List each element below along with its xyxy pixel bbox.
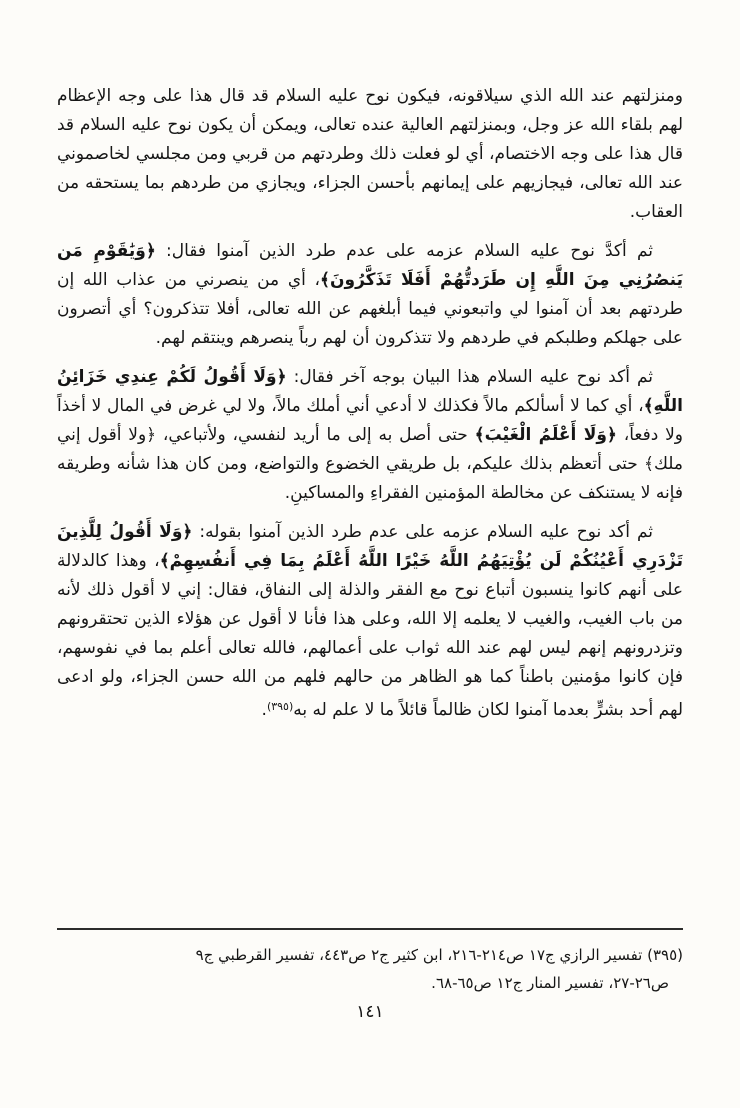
body-text: ، وهذا كالدلالة على أنهم كانوا ينسبون أتباع نوح مع الفقر والذلة إلى النفاق، فقال: إني لا أقول ذلك لأنه من باب الغيب، والغيب لا يعلمه إلا الله، وعلى هذا فأنا لا أقول عن هؤلاء الذين تحتقرونهم وتزدرونهم إنهم ليس لهم عند الله ثواب على أعمالهم، فالله تعالى أعلم بما في نفوسهم، فإن كانوا مؤمنين باطناً كما هو الظاهر من حالهم فلهم من الله حسن الجزاء، ولو ادعى لهم أحد بشرٍّ بعدما آمنوا لكان ظالماً قائلاً ما لا علم له به bbox=[57, 551, 683, 720]
body-text: ، أي كما لا أسألكم مالاً فكذلك لا أدعي أني أملك مالاً، ولا لي غرض في المال لا أخذاً ولا دفعاً، bbox=[57, 396, 684, 445]
body-text: ، أي من ينصرني من عذاب الله إن طردتهم بعد أن آمنوا لي واتبعوني فيما أبلغهم عن الله تعالى، أفلا تتذكرون؟ أي أتصرون على جهلكم وطلبكم في طردهم ولا تتذكرون أن لهم رباً ينصرهم وينتقم لهم. bbox=[57, 270, 683, 348]
page-body bbox=[57, 82, 683, 735]
paragraph bbox=[57, 82, 683, 227]
body-text: ثم أكد نوح عليه السلام عزمه على عدم طرد الذين آمنوا بقوله: bbox=[192, 522, 653, 542]
paragraph bbox=[57, 237, 683, 353]
body-text: حتى أصل به إلى ما أريد لنفسي، ولأتباعي، ﴿ولا أقول إني ملك﴾ حتى أتعظم بذلك عليكم، بل طريقي الخضوع والتواضع، ومن كان هذا شأنه وطريقه فإنه لا يستنكف عن مخالطة المؤمنين الفقراءِ والمساكينِ. bbox=[57, 425, 683, 503]
quran-quote: ﴿وَلَا أَعْلَمُ الْغَيْبَ﴾ bbox=[474, 425, 617, 445]
quran-quote: ﴿وَلَا أَقُولُ لَكُمْ عِندِي خَزَائِنُ اللَّهِ﴾ bbox=[57, 367, 683, 416]
body-text: ومنزلتهم عند الله الذي سيلاقونه، فيكون نوح عليه السلام قد قال هذا على وجه الإعظام لهم بلقاء الله عز وجل، وبمنزلتهم العالية عنده تعالى، ويمكن أن يكون نوح عليه السلام قد قال هذا على وجه الاختصام، أي لو فعلت ذلك وطردتهم من قربي ومن مجلسي لخاصموني عند الله تعالى، فيجازيهم على إيمانهم بأحسن الجزاء، ويجازي من طردهم بما يستحقه من العقاب. bbox=[57, 86, 683, 222]
quran-quote: ﴿وَلَا أَقُولُ لِلَّذِينَ تَزْدَرِي أَعْيُنُكُمْ لَن يُؤْتِيَهُمُ اللَّهُ خَيْرًا اللَّهُ أَعْلَمُ بِمَا فِي أَنفُسِهِمْ﴾ bbox=[57, 522, 683, 571]
footnote-line-2: ص٢٦-٢٧، تفسير المنار ج١٢ ص٦٥-٦٨. bbox=[431, 974, 669, 992]
page-number: ١٤١ bbox=[356, 1002, 384, 1022]
paragraph bbox=[57, 363, 683, 508]
body-text: ثم أكد نوح عليه السلام هذا البيان بوجه آخر فقال: bbox=[286, 367, 653, 387]
body-text: ثم أكدَّ نوح عليه السلام عزمه على عدم طرد الذين آمنوا فقال: bbox=[155, 241, 653, 261]
footnote-line-1: (٣٩٥) تفسير الرازي ج١٧ ص٢١٤-٢١٦، ابن كثير ج٢ ص٤٤٣، تفسير القرطبي ج٩ bbox=[195, 946, 683, 964]
quran-quote: ﴿وَيَٰقَوْمِ مَن يَنصُرُنِي مِنَ اللَّهِ إِن طَرَدتُّهُمْ أَفَلَا تَذَكَّرُونَ﴾ bbox=[57, 241, 684, 290]
footnote-area bbox=[57, 928, 683, 997]
paragraph bbox=[57, 518, 683, 725]
footnote-reference: (٣٩٥) bbox=[266, 700, 294, 713]
footnote-separator bbox=[57, 928, 683, 930]
body-text: . bbox=[261, 700, 267, 720]
